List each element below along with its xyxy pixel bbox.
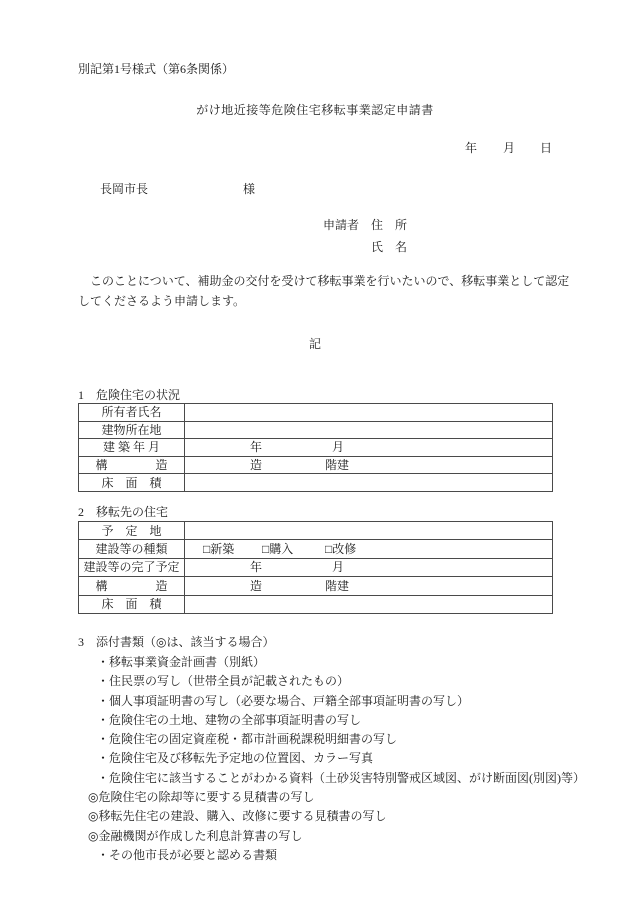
table-row xyxy=(79,540,553,558)
document-title: がけ地近接等危険住宅移転事業認定申請書 xyxy=(196,103,434,117)
row-label: 予 定 地 xyxy=(79,522,185,540)
kaidate-unit-label: 階建 xyxy=(325,578,350,593)
applicant-name-line: 氏 名 xyxy=(371,240,408,254)
table-row xyxy=(79,474,553,492)
attachments-list xyxy=(0,653,630,865)
attachment-item: ・危険住宅及び移転先予定地の位置図、カラー写真 xyxy=(97,751,374,766)
row-label: 建設等の完了予定 xyxy=(79,558,185,576)
kaidate-unit-label: 階建 xyxy=(325,458,350,473)
section2-heading: 2 移転先の住宅 xyxy=(78,505,169,519)
checkbox-renovation: □改修 xyxy=(325,542,357,557)
checkbox-purchase: □購入 xyxy=(262,542,294,557)
attachment-item: ・住民票の写し（世帯全員が記載されたもの） xyxy=(97,674,350,689)
ki-marker: 記 xyxy=(308,337,321,351)
row-value xyxy=(185,404,553,422)
row-label: 構 造 xyxy=(79,577,185,595)
addressee-honorific: 様 xyxy=(243,182,256,196)
row-label: 構 造 xyxy=(79,456,185,474)
attachment-item: ・危険住宅の土地、建物の全部事項証明書の写し xyxy=(97,712,362,727)
zou-unit-label: 造 xyxy=(250,458,263,473)
row-value xyxy=(185,439,553,457)
addressee-line xyxy=(0,183,630,197)
row-label: 建 築 年 月 xyxy=(79,439,185,457)
date-day-label: 日 xyxy=(540,141,553,155)
attachment-item: ◎移転先住宅の建設、購入、改修に要する見積書の写し xyxy=(88,809,387,824)
row-label: 建設等の種類 xyxy=(79,540,185,558)
month-unit-label: 月 xyxy=(332,440,345,455)
table-row xyxy=(79,595,553,613)
row-value xyxy=(185,474,553,492)
row-label: 床 面 積 xyxy=(79,595,185,613)
body-paragraph-line2: してくださるよう申請します。 xyxy=(78,294,246,308)
row-label: 床 面 積 xyxy=(79,474,185,492)
applicant-address-line: 申請者 住 所 xyxy=(323,218,408,232)
body-paragraph-line1: このことについて、補助金の交付を受けて移転事業を行いたいので、移転事業として認定 xyxy=(78,274,570,288)
row-value xyxy=(185,577,553,595)
section3-heading: 3 添付書類（◎は、該当する場合） xyxy=(78,635,275,649)
row-label: 建物所在地 xyxy=(79,421,185,439)
table-row xyxy=(79,522,553,540)
attachment-item: ◎危険住宅の除却等に要する見積書の写し xyxy=(88,790,315,805)
table-row xyxy=(79,439,553,457)
attachment-item: ・個人事項証明書の写し（必要な場合、戸籍全部事項証明書の写し） xyxy=(97,693,470,708)
month-unit-label: 月 xyxy=(332,560,345,575)
body-paragraph xyxy=(78,271,570,311)
date-month-label: 月 xyxy=(503,141,516,155)
date-line xyxy=(0,142,630,156)
row-value xyxy=(185,456,553,474)
attachment-item: ・移転事業資金計画書（別紙） xyxy=(97,655,266,669)
form-number: 別記第1号様式（第6条関係） xyxy=(78,62,235,76)
attachment-item: ・危険住宅の固定資産税・都市計画税課税明細書の写し xyxy=(97,732,398,747)
row-value xyxy=(185,558,553,576)
table-row xyxy=(79,421,553,439)
row-value xyxy=(185,540,553,558)
attachment-item: ・危険住宅に該当することがわかる資料（土砂災害特別警戒区域図、がけ断面図(別図)等） xyxy=(97,770,585,785)
addressee-name: 長岡市長 xyxy=(100,182,149,196)
table-row xyxy=(79,456,553,474)
zou-unit-label: 造 xyxy=(250,578,263,593)
hazard-house-table xyxy=(78,403,553,492)
table-row xyxy=(79,577,553,595)
row-value xyxy=(185,421,553,439)
row-label: 所有者氏名 xyxy=(79,404,185,422)
year-unit-label: 年 xyxy=(250,440,263,455)
row-value xyxy=(185,522,553,540)
date-year-label: 年 xyxy=(465,141,478,155)
checkbox-new-construction: □新築 xyxy=(203,542,235,557)
relocation-house-table xyxy=(78,521,553,614)
year-unit-label: 年 xyxy=(250,560,263,575)
section1-heading: 1 危険住宅の状況 xyxy=(78,388,181,402)
row-value xyxy=(185,595,553,613)
table-row xyxy=(79,404,553,422)
table-row xyxy=(79,558,553,576)
attachment-item: ◎金融機関が作成した利息計算書の写し xyxy=(88,828,303,843)
attachment-item: ・その他市長が必要と認める書類 xyxy=(97,847,278,862)
